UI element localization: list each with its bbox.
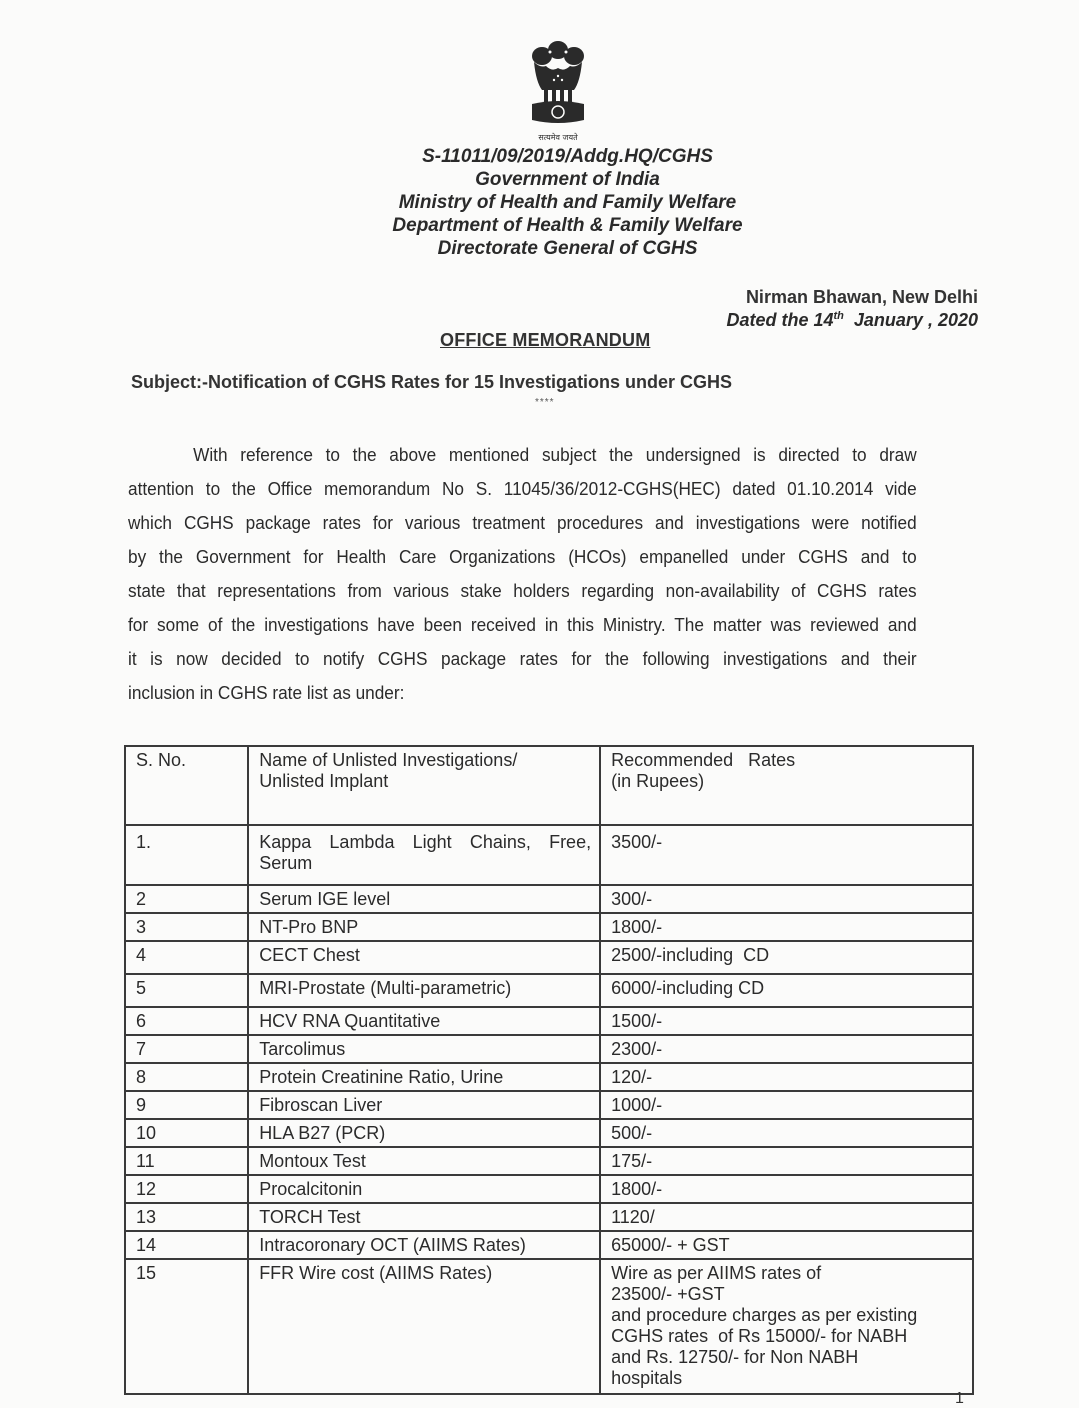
- cell-name: NT-Pro BNP: [248, 913, 600, 941]
- paragraph-line: inclusion in CGHS rate list as under:: [128, 682, 405, 703]
- table-row: [125, 1119, 973, 1147]
- cell-rate: 1000/-: [600, 1091, 973, 1119]
- cell-sno: 13: [125, 1203, 248, 1231]
- emblem-graphic: [528, 38, 588, 126]
- date-prefix: Dated the 14: [726, 310, 834, 330]
- cell-sno: 10: [125, 1119, 248, 1147]
- cell-rate: [600, 1259, 973, 1394]
- file-number: S-11011/09/2019/Addg.HQ/CGHS: [422, 146, 713, 167]
- issue-date: [726, 310, 978, 331]
- header-rate: [600, 746, 973, 825]
- paragraph-line: attention to the Office memorandum No S. 11045/36/2012-CGHS(HEC) dated 01.10.2014 vide: [128, 478, 917, 499]
- cell-sno: 15: [125, 1259, 248, 1394]
- rate-line: 23500/- +GST: [611, 1284, 725, 1304]
- cell-name: Protein Creatinine Ratio, Urine: [248, 1063, 600, 1091]
- subject-line: Subject:-Notification of CGHS Rates for 15 Investigations under CGHS: [131, 372, 733, 392]
- cell-rate: 65000/- + GST: [600, 1231, 973, 1259]
- cell-rate: 2500/-including CD: [600, 941, 973, 974]
- table-header-row: [125, 746, 973, 825]
- table-row: [125, 1035, 973, 1063]
- paragraph-line: for some of the investigations have been received in this Ministry. The matter was reviewed and: [128, 614, 917, 635]
- government-name: Government of India: [475, 169, 660, 190]
- table-row: [125, 1203, 973, 1231]
- cell-name: HCV RNA Quantitative: [248, 1007, 600, 1035]
- memo-title: OFFICE MEMORANDUM: [440, 330, 651, 350]
- table-row: [125, 1175, 973, 1203]
- header-name-line: Name of Unlisted Investigations/: [259, 750, 518, 770]
- table-row: [125, 1063, 973, 1091]
- rate-line: CGHS rates of Rs 15000/- for NABH: [611, 1326, 908, 1346]
- table-row: [125, 1259, 973, 1394]
- cell-name: Intracoronary OCT (AIIMS Rates): [248, 1231, 600, 1259]
- page-number: 1: [955, 1390, 964, 1407]
- cell-rate: 2300/-: [600, 1035, 973, 1063]
- cell-name: Procalcitonin: [248, 1175, 600, 1203]
- table-row: [125, 885, 973, 913]
- cell-sno: 14: [125, 1231, 248, 1259]
- cell-rate: 175/-: [600, 1147, 973, 1175]
- national-emblem-icon: [528, 38, 588, 134]
- header-rate-line: Recommended Rates: [611, 750, 796, 770]
- separator: ****: [535, 397, 555, 408]
- place-of-issue: Nirman Bhawan, New Delhi: [745, 287, 978, 307]
- table-row: [125, 913, 973, 941]
- cell-rate: 3500/-: [600, 825, 973, 885]
- cell-rate: 300/-: [600, 885, 973, 913]
- header-name: [248, 746, 600, 825]
- cell-rate: 6000/-including CD: [600, 974, 973, 1007]
- cell-rate: 1800/-: [600, 1175, 973, 1203]
- cell-rate: 1500/-: [600, 1007, 973, 1035]
- cell-name: CECT Chest: [248, 941, 600, 974]
- paragraph-line: it is now decided to notify CGHS package rates for the following investigations and their: [128, 648, 917, 669]
- cell-sno: 12: [125, 1175, 248, 1203]
- ministry-name: Ministry of Health and Family Welfare: [398, 192, 737, 213]
- cell-name: FFR Wire cost (AIIMS Rates): [248, 1259, 600, 1394]
- cell-sno: 6: [125, 1007, 248, 1035]
- rate-line: and procedure charges as per existing: [611, 1305, 918, 1325]
- paragraph-line: by the Government for Health Care Organizations (HCOs) empanelled under CGHS and to: [128, 546, 917, 567]
- header-rate-line: (in Rupees): [611, 771, 705, 791]
- cell-rate: 120/-: [600, 1063, 973, 1091]
- date-rest: January , 2020: [843, 310, 978, 330]
- cell-name: MRI-Prostate (Multi-parametric): [248, 974, 600, 1007]
- table-row: [125, 974, 973, 1007]
- cell-sno: 1.: [125, 825, 248, 885]
- table-row: [125, 1007, 973, 1035]
- cell-name: Tarcolimus: [248, 1035, 600, 1063]
- table-row: [125, 941, 973, 974]
- cell-name: Fibroscan Liver: [248, 1091, 600, 1119]
- rates-table: [124, 745, 974, 1395]
- paragraph-line: With reference to the above mentioned subject the undersigned is directed to draw: [193, 444, 917, 465]
- paragraph-line: which CGHS package rates for various treatment procedures and investigations were notified: [128, 512, 917, 533]
- header-sno: S. No.: [125, 746, 248, 825]
- cell-sno: 11: [125, 1147, 248, 1175]
- department-name: Department of Health & Family Welfare: [392, 215, 743, 236]
- rate-line: and Rs. 12750/- for Non NABH: [611, 1347, 859, 1367]
- rate-line: Wire as per AIIMS rates of: [611, 1263, 822, 1283]
- date-ordinal: th: [833, 310, 844, 322]
- cell-sno: 7: [125, 1035, 248, 1063]
- emblem-motto: सत्यमेव जयते: [538, 133, 578, 142]
- body-paragraph: [128, 438, 917, 710]
- header-name-line: Unlisted Implant: [259, 771, 389, 791]
- cell-name: Montoux Test: [248, 1147, 600, 1175]
- cell-sno: 2: [125, 885, 248, 913]
- rate-line: hospitals: [611, 1368, 683, 1388]
- cell-sno: 9: [125, 1091, 248, 1119]
- cell-rate: 500/-: [600, 1119, 973, 1147]
- cell-rate: 1800/-: [600, 913, 973, 941]
- cell-sno: 8: [125, 1063, 248, 1091]
- table-row: [125, 1147, 973, 1175]
- cell-name: HLA B27 (PCR): [248, 1119, 600, 1147]
- cell-sno: 5: [125, 974, 248, 1007]
- cell-name: TORCH Test: [248, 1203, 600, 1231]
- cell-sno: 3: [125, 913, 248, 941]
- cell-rate: 1120/: [600, 1203, 973, 1231]
- table-row: [125, 1231, 973, 1259]
- cell-name: Kappa Lambda Light Chains, Free, Serum: [248, 825, 600, 885]
- cell-name: Serum IGE level: [248, 885, 600, 913]
- cell-sno: 4: [125, 941, 248, 974]
- paragraph-line: state that representations from various stake holders regarding non-availability of CGHS rates: [128, 580, 917, 601]
- table-row: [125, 825, 973, 885]
- directorate-name: Directorate General of CGHS: [437, 238, 698, 259]
- table-row: [125, 1091, 973, 1119]
